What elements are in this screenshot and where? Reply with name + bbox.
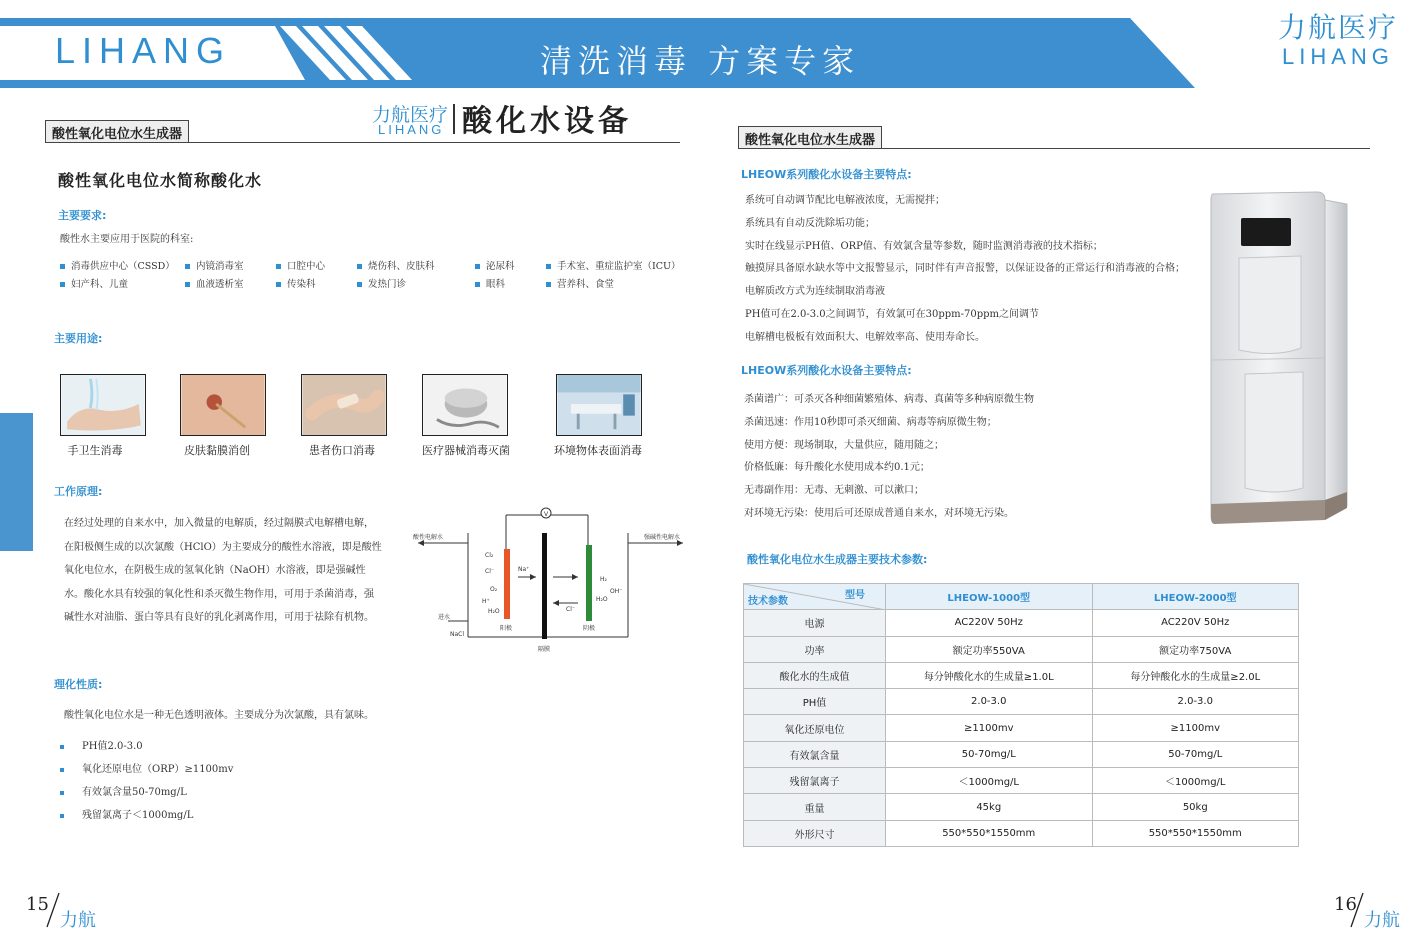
cell-value: ≥1100mv [1092,715,1299,741]
right-section-tab: 酸性氧化电位水生成器 [738,126,882,148]
brand-name-en: LIHANG [1282,44,1394,69]
header-slogan: 清洗消毒 方案专家 [540,42,861,80]
row-label: 有效氯含量 [744,741,886,767]
row-label: 残留氯离子 [744,768,886,794]
left-section-tab: 酸性氧化电位水生成器 [45,120,189,142]
cell-value: ＜1000mg/L [1092,768,1299,794]
ion-label: OH⁻ [610,588,623,595]
ion-label: Cl₂ [485,552,494,559]
wound-care-photo-icon [301,374,387,436]
features2-title: LHEOW系列酸化水设备主要特点: [741,364,912,377]
list-item: 氧化还原电位（ORP）≥1100mv [60,760,233,783]
dept-item: 妇产科、儿童 [60,276,128,290]
page-number-right: 16 [1334,894,1357,915]
principle-text: 在经过处理的自来水中，加入微量的电解质，经过隔膜式电解槽电解，在阳极侧生成的以次氯酸（HClO）为主要成分的酸性水溶液，即是酸性氧化电位水，在阴极生成的氢氧化钠（NaOH）水溶液，即是强碱性水。酸化水具有较强的氧化性和杀灭微生物作用，可用于杀菌消毒，强碱性水对油脂、蛋白等具有良好的乳化剥离作用，可用于祛除有机物。 [64,518,382,623]
features-list [745,191,1185,351]
inlet-salt-label: NaCl [450,631,465,638]
use-caption: 医疗器械消毒灭菌 [422,444,510,457]
skin-swab-photo-icon [180,374,266,436]
table-row [744,715,1299,741]
hand-wash-photo-icon [60,374,146,436]
properties-label: 理化性质: [54,678,103,691]
main-heading: 酸性氧化电位水简称酸化水 [58,171,263,190]
left-side-accent [0,413,33,551]
spec-corner-cell [744,584,886,610]
table-row [744,636,1299,662]
dept-item: 手术室、重症监护室（ICU） [546,258,681,272]
membrane-bar [542,533,547,639]
cell-value: 50-70mg/L [886,741,1093,767]
membrane-label: 隔膜 [538,646,551,653]
list-item: PH值可在2.0-3.0之间调节，有效氯可在30ppm-70ppm之间调节 [745,308,1040,320]
anode-electrode [504,549,510,619]
list-item: 使用方便：现场制取，大量供应，随用随之； [744,439,944,451]
ion-label: O₂ [490,586,498,593]
inlet-water-label: 进水 [438,614,451,621]
cell-value: 2.0-3.0 [886,689,1093,715]
page-slash-icon [46,892,60,928]
list-item: 价格低廉：每升酸化水使用成本约0.1元； [744,462,930,474]
header-logo-text: LIHANG [55,30,232,71]
ion-label: Na⁺ [518,566,530,573]
table-row [744,689,1299,715]
row-label: PH值 [744,689,886,715]
table-header-row [744,584,1299,610]
mid-brand-en: LIHANG [378,122,445,137]
list-item: 系统可自动调节配比电解液浓度，无需搅拌； [745,195,945,206]
list-item: 残留氯离子＜1000mg/L [60,806,233,829]
uses-label: 主要用途: [54,332,103,345]
table-row [744,820,1299,846]
cathode-electrode [586,545,592,621]
instrument-photo-icon [422,374,508,436]
model-header: LHEOW-1000型 [886,584,1093,610]
cell-value: 550*550*1550mm [886,820,1093,846]
cell-value: 550*550*1550mm [1092,820,1299,846]
table-row [744,741,1299,767]
use-caption: 患者伤口消毒 [309,444,375,457]
cell-value: AC220V 50Hz [886,610,1093,636]
ion-label: Cl⁻ [566,606,576,613]
cell-value: 50kg [1092,794,1299,820]
list-item: 触摸屏具备原水缺水等中文报警显示，同时伴有声音报警，以保证设备的正常运行和消毒液的合格； [745,263,1185,275]
list-item: 杀菌迅速：作用10秒即可杀灭细菌、病毒等病原微生物； [744,416,997,428]
dept-item: 发热门诊 [357,276,406,290]
corner-param-label: 技术参数 [748,596,788,608]
requirements-label: 主要要求: [58,209,107,222]
row-label: 外形尺寸 [744,820,886,846]
cell-value: AC220V 50Hz [1092,610,1299,636]
spec-table [743,583,1299,847]
table-row [744,662,1299,688]
dept-item: 传染科 [276,276,316,290]
list-item: 有效氯含量50-70mg/L [60,783,233,806]
requirements-intro: 酸性水主要应用于医院的科室: [60,234,194,245]
cell-value: 额定功率750VA [1092,636,1299,662]
table-row [744,610,1299,636]
list-item: 对环境无污染：使用后可还原成普通自来水，对环境无污染。 [744,507,1014,519]
row-label: 电源 [744,610,886,636]
dept-item: 泌尿科 [475,258,515,272]
specs-title: 酸性氧化电位水生成器主要技术参数: [747,553,928,566]
anode-label: 阳极 [500,625,513,632]
list-item: 系统具有自动反洗除垢功能； [745,217,875,229]
right-section-rule [738,148,1370,149]
electrolysis-diagram [408,505,693,655]
ion-label: H⁺ [482,598,490,605]
row-label: 功率 [744,636,886,662]
dept-item: 营养科、食堂 [546,276,614,290]
ion-label: Cl⁻ [485,568,495,575]
mid-divider [453,104,455,134]
dept-item: 内镜消毒室 [185,258,244,272]
features-title: LHEOW系列酸化水设备主要特点: [741,168,912,181]
page-number-left: 15 [26,894,49,915]
dept-item: 口腔中心 [276,258,325,272]
page-slash-icon [1350,892,1364,928]
features2-list [744,390,1034,527]
use-caption: 手卫生消毒 [67,444,123,457]
table-row [744,768,1299,794]
ion-label: H₂O [596,596,608,603]
dept-item: 眼科 [475,276,505,290]
cell-value: ＜1000mg/L [886,768,1093,794]
principle-label: 工作原理: [54,485,103,498]
model-header: LHEOW-2000型 [1092,584,1299,610]
row-label: 重量 [744,794,886,820]
page-brand-left: 力航 [60,910,96,931]
list-item: 实时在线显示PH值、ORP值、有效氯含量等参数，随时监测消毒液的技术指标； [745,240,1103,252]
corner-model-label: 型号 [845,590,865,601]
cell-value: 额定功率550VA [886,636,1093,662]
page-title: 酸化水设备 [462,104,632,139]
row-label: 氧化还原电位 [744,715,886,741]
ion-label: H₂O [488,608,500,615]
page-brand-right: 力航 [1364,910,1400,931]
table-row [744,794,1299,820]
properties-intro: 酸性氧化电位水是一种无色透明液体。主要成分为次氯酸，具有氯味。 [64,710,374,721]
alkali-out-label: 强碱性电解水 [644,534,681,541]
mid-brand-cn: 力航医疗 [372,104,449,126]
properties-list [60,737,233,829]
cell-value: 2.0-3.0 [1092,689,1299,715]
use-caption: 皮肤黏膜消创 [184,444,250,457]
dept-item: 消毒供应中心（CSSD） [60,258,175,272]
cell-value: 每分钟酸化水的生成量≥1.0L [886,662,1093,688]
water-generator-cabinet-icon [1205,188,1355,536]
use-caption: 环境物体表面消毒 [554,444,642,457]
row-label: 酸化水的生成值 [744,662,886,688]
ion-label: H₂ [600,576,607,583]
left-section-rule [45,142,680,143]
list-item: 电解质改方式为连续制取消毒液 [745,286,885,298]
cell-value: 每分钟酸化水的生成量≥2.0L [1092,662,1299,688]
cathode-label: 阴极 [583,625,596,632]
ward-photo-icon [556,374,642,436]
cell-value: 45kg [886,794,1093,820]
list-item: PH值2.0-3.0 [60,737,233,760]
brand-name-cn: 力航医疗 [1278,11,1399,44]
acid-out-label: 酸性电解水 [413,534,444,541]
cell-value: 50-70mg/L [1092,741,1299,767]
list-item: 电解槽电极板有效面积大、电解效率高、使用寿命长。 [745,331,985,343]
list-item: 杀菌谱广：可杀灭各种细菌繁殖体、病毒、真菌等多种病原微生物 [744,394,1034,405]
voltmeter-label: V [543,511,549,518]
dept-item: 烧伤科、皮肤科 [357,258,435,272]
cell-value: ≥1100mv [886,715,1093,741]
dept-item: 血液透析室 [185,276,244,290]
list-item: 无毒副作用：无毒、无刺激、可以漱口； [744,485,924,497]
